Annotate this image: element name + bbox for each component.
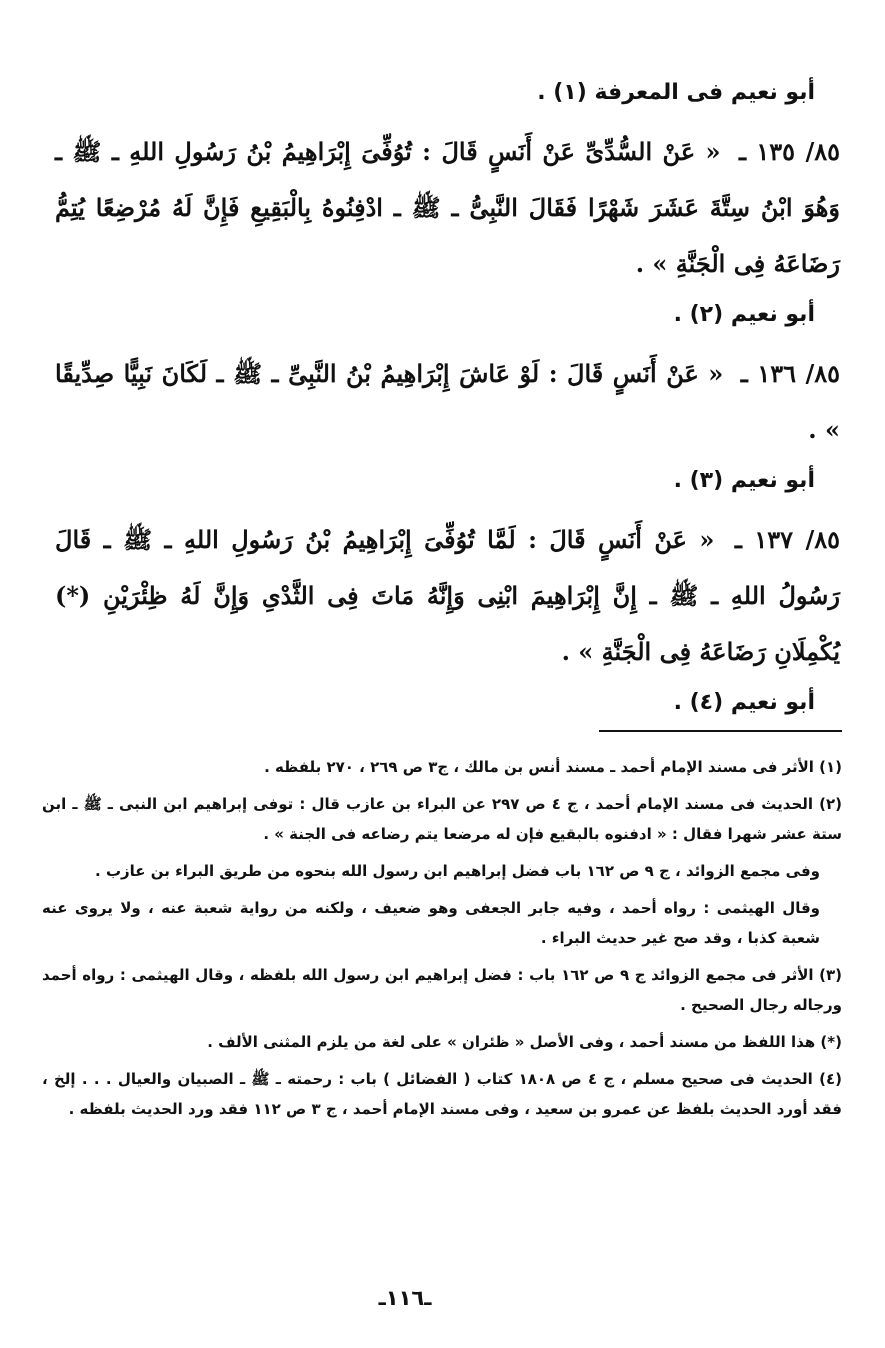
main-text [55,78,840,734]
footnote-2-continued: وقال الهيثمى : رواه أحمد ، وفيه جابر الجعفى وهو ضعيف ، ولكنه من رواية شعبة عنه ، ولا يروى عنه شعبة كذبا ، وقد صح غير حديث البراء . [42,899,820,947]
footnote-star: (*) هذا اللفظ من مسند أحمد ، وفى الأصل « ظئران » على لغة من يلزم المثنى الألف . [207,1033,842,1051]
source-attribution: أبو نعيم (٢) . [673,302,815,327]
source-attribution: أبو نعيم فى المعرفة (١) . [537,80,815,105]
page-number: ـ١١٦ـ [378,1286,432,1310]
footnote-4: (٤) الحديث فى صحيح مسلم ، ج ٤ ص ١٨٠٨ كتاب ( الفضائل ) باب : رحمته ـ ﷺ ـ الصبيان والعيال . . . إلخ ، فقد أورد الحديث بلفظ عن عمرو بن سعيد ، وفى مسند الإمام أحمد ، ج ٣ ص ١١٢ فقد ورد الحديث بلفظه . [42,1070,842,1118]
footnote-1: (١) الأثر فى مسند الإمام أحمد ـ مسند أنس بن مالك ، ج٣ ص ٢٦٩ ، ٢٧٠ بلفظه . [264,758,842,776]
footnote-divider [599,730,842,732]
hadith-text: « عَنْ أَنَسٍ قَالَ : لَوْ عَاشَ إِبْرَاهِيمُ بْنُ النَّبِىِّ ـ ﷺ ـ لَكَانَ نَبِيًّا صِدِّيقًا » . [55,359,840,444]
hadith-text: « عَنْ السُّدِّىِّ عَنْ أَنَسٍ قَالَ : تُوُفِّىَ إِبْرَاهِيمُ بْنُ رَسُولِ اللهِ ـ ﷺ ـ وَهُوَ ابْنُ سِتَّةَ عَشَرَ شَهْرًا فَقَالَ النَّبِىُّ ـ ﷺ ـ ادْفِنُوهُ بِالْبَقِيعِ فَإِنَّ لَهُ مُرْضِعًا يُتِمُّ رَضَاعَهُ فِى الْجَنَّةِ » . [55,137,840,278]
hadith-number: ٨٥/ ١٣٦ ـ [740,359,841,388]
hadith-136 [55,346,840,458]
footnote-3: (٣) الأثر فى مجمع الزوائد ج ٩ ص ١٦٢ باب : فضل إبراهيم ابن رسول الله بلفظه ، وقال الهيثمى : رواه أحمد ورجاله رجال الصحيح . [42,966,842,1014]
hadith-135 [55,124,840,292]
source-attribution: أبو نعيم (٣) . [673,468,815,493]
hadith-text: « عَنْ أَنَسٍ قَالَ : لَمَّا تُوُفِّىَ إِبْرَاهِيمُ بْنُ رَسُولِ اللهِ ـ ﷺ ـ قَالَ رَسُولُ اللهِ ـ ﷺ ـ إِنَّ إِبْرَاهِيمَ ابْنِى وَإِنَّهُ مَاتَ فِى الثَّدْىِ وَإِنَّ لَهُ ظِئْرَيْنِ (*) يُكْمِلَانِ رَضَاعَهُ فِى الْجَنَّةِ » . [55,525,840,666]
footnote-2: (٢) الحديث فى مسند الإمام أحمد ، ج ٤ ص ٢٩٧ عن البراء بن عازب قال : توفى إبراهيم ابن النبى ـ ﷺ ـ ابن ستة عشر شهرا فقال : « ادفنوه بالبقيع فإن له مرضعا يتم رضاعه فى الجنة » . [42,795,842,843]
hadith-number: ٨٥/ ١٣٧ ـ [734,525,840,554]
hadith-number: ٨٥/ ١٣٥ ـ [738,137,841,166]
hadith-137 [55,512,840,680]
source-attribution: أبو نعيم (٤) . [673,690,815,715]
footnote-2-continued: وفى مجمع الزوائد ، ج ٩ ص ١٦٢ باب فضل إبراهيم ابن رسول الله بنحوه من طريق البراء بن عازب . [95,862,820,880]
footnotes [42,752,842,1131]
